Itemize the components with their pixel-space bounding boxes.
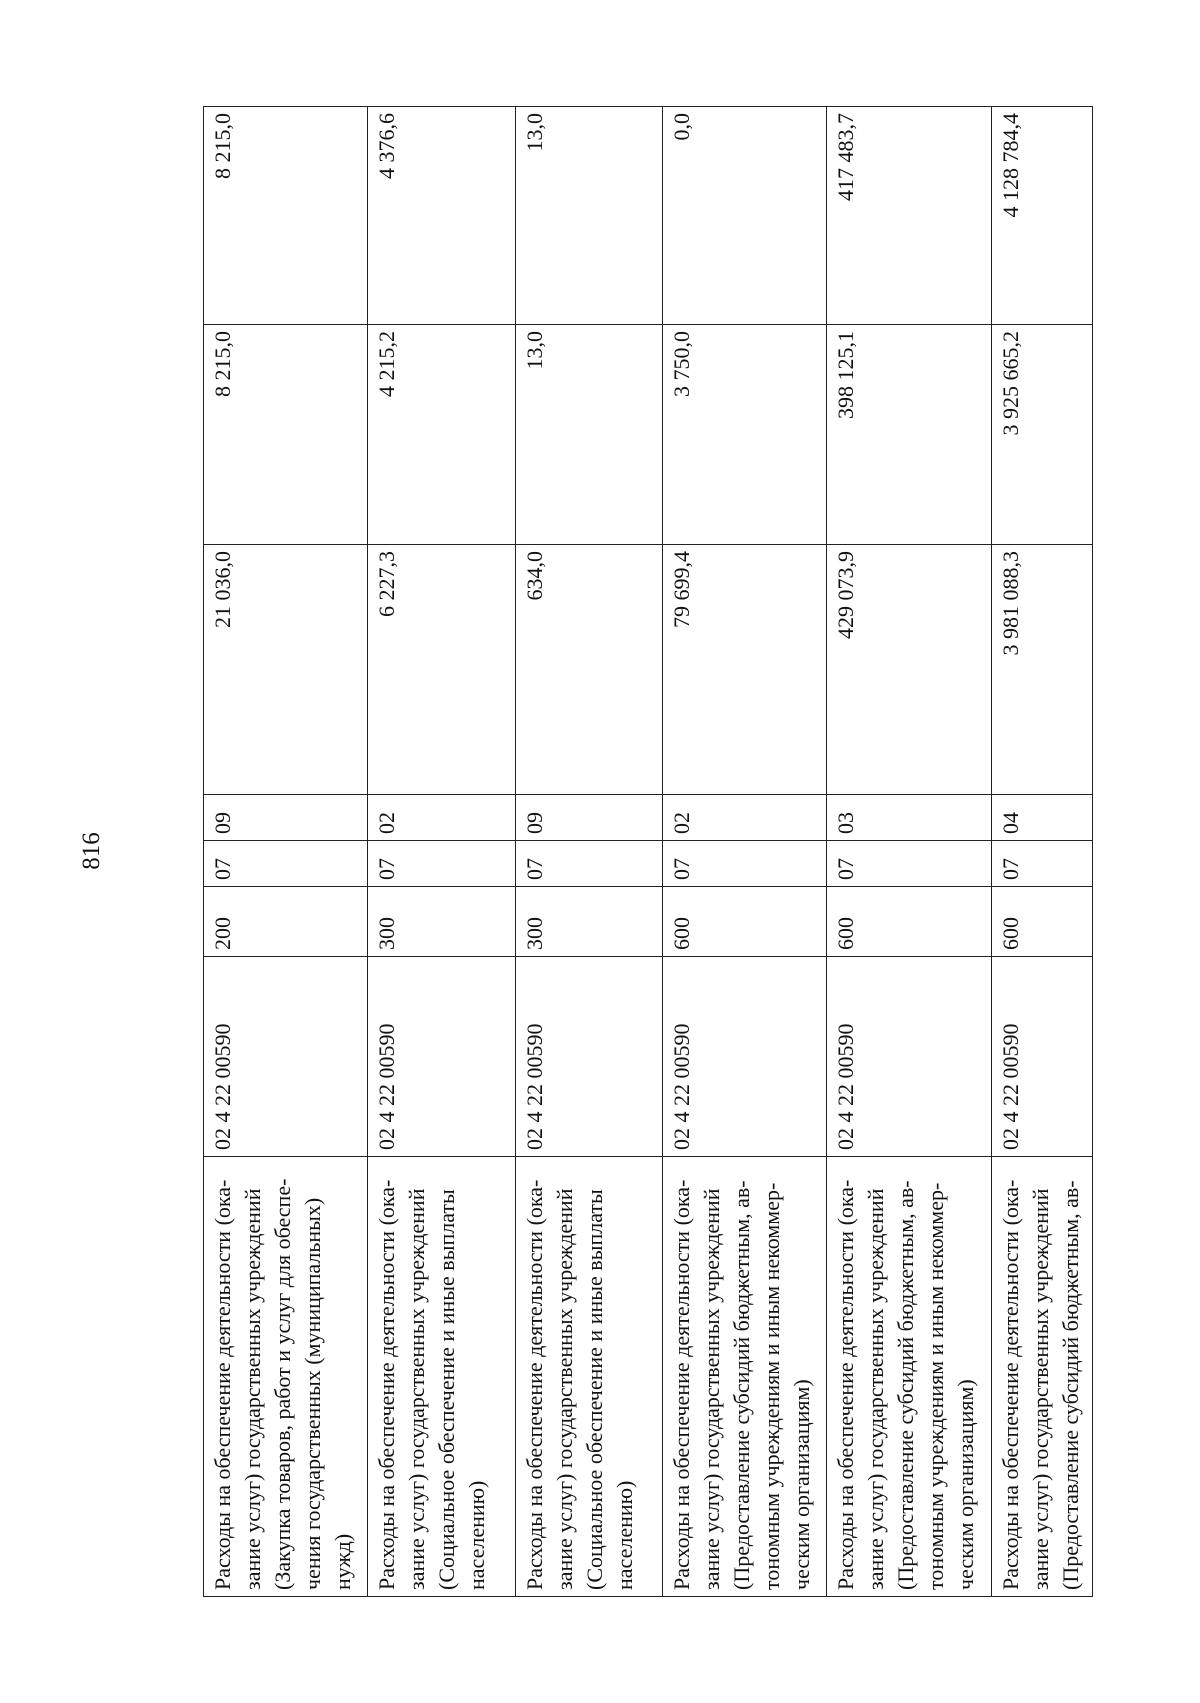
table-row (663, 107, 827, 1597)
row-section: 07 (515, 841, 662, 887)
budget-table (203, 106, 1093, 1597)
row-description: Расходы на обеспечение деятельности (ока-зание услуг) государственных учреждений (Социальное обеспечение и иные выплаты населению) (368, 1157, 515, 1597)
row-sum-3: 4 376,6 (368, 107, 515, 325)
row-expense-type: 300 (515, 887, 662, 957)
table-row (827, 107, 991, 1597)
row-expense-type: 200 (204, 887, 368, 957)
row-section: 07 (204, 841, 368, 887)
table-row (515, 107, 662, 1597)
row-target-code: 02 4 22 00590 (991, 957, 1092, 1157)
row-sum-3: 4 128 784,4 (991, 107, 1092, 325)
row-sum-3: 417 483,7 (827, 107, 991, 325)
row-sum-1: 21 036,0 (204, 545, 368, 795)
row-sum-2: 13,0 (515, 325, 662, 545)
row-target-code: 02 4 22 00590 (204, 957, 368, 1157)
row-expense-type: 600 (663, 887, 827, 957)
row-subsection: 04 (991, 795, 1092, 841)
row-sum-1: 429 073,9 (827, 545, 991, 795)
row-description: Расходы на обеспечение деятельности (ока-зание услуг) государственных учреждений (Предоставление субсидий бюджетным, ав-тономным учреждениям и иным некоммер-ческим организациям) (827, 1157, 991, 1597)
row-expense-type: 300 (368, 887, 515, 957)
row-sum-2: 398 125,1 (827, 325, 991, 545)
row-description: Расходы на обеспечение деятельности (ока-зание услуг) государственных учреждений (Закупка товаров, работ и услуг для обеспе-чения государственных (муниципальных) нужд) (204, 1157, 368, 1597)
row-sum-2: 8 215,0 (204, 325, 368, 545)
row-sum-3: 8 215,0 (204, 107, 368, 325)
row-target-code: 02 4 22 00590 (663, 957, 827, 1157)
row-subsection: 09 (515, 795, 662, 841)
row-subsection: 03 (827, 795, 991, 841)
row-target-code: 02 4 22 00590 (515, 957, 662, 1157)
page-number: 816 (78, 832, 105, 870)
table-row (991, 107, 1092, 1597)
row-sum-1: 634,0 (515, 545, 662, 795)
table-row (368, 107, 515, 1597)
row-description: Расходы на обеспечение деятельности (ока-зание услуг) государственных учреждений (Предоставление субсидий бюджетным, ав-тономным учреждениям и иным некоммер-ческим организациям) (663, 1157, 827, 1597)
row-expense-type: 600 (827, 887, 991, 957)
row-target-code: 02 4 22 00590 (368, 957, 515, 1157)
table-wrapper (203, 107, 1093, 1597)
row-target-code: 02 4 22 00590 (827, 957, 991, 1157)
row-sum-1: 6 227,3 (368, 545, 515, 795)
row-expense-type: 600 (991, 887, 1092, 957)
row-sum-3: 13,0 (515, 107, 662, 325)
row-description: Расходы на обеспечение деятельности (ока-зание услуг) государственных учреждений (Социальное обеспечение и иные выплаты населению) (515, 1157, 662, 1597)
row-subsection: 09 (204, 795, 368, 841)
row-sum-1: 3 981 088,3 (991, 545, 1092, 795)
row-sum-1: 79 699,4 (663, 545, 827, 795)
row-sum-2: 3 750,0 (663, 325, 827, 545)
table-row (204, 107, 368, 1597)
row-sum-2: 4 215,2 (368, 325, 515, 545)
row-subsection: 02 (368, 795, 515, 841)
row-sum-2: 3 925 665,2 (991, 325, 1092, 545)
row-section: 07 (991, 841, 1092, 887)
row-subsection: 02 (663, 795, 827, 841)
row-section: 07 (663, 841, 827, 887)
row-sum-3: 0,0 (663, 107, 827, 325)
row-description: Расходы на обеспечение деятельности (ока-зание услуг) государственных учреждений (Предоставление субсидий бюджетным, ав- (991, 1157, 1092, 1597)
row-section: 07 (827, 841, 991, 887)
row-section: 07 (368, 841, 515, 887)
